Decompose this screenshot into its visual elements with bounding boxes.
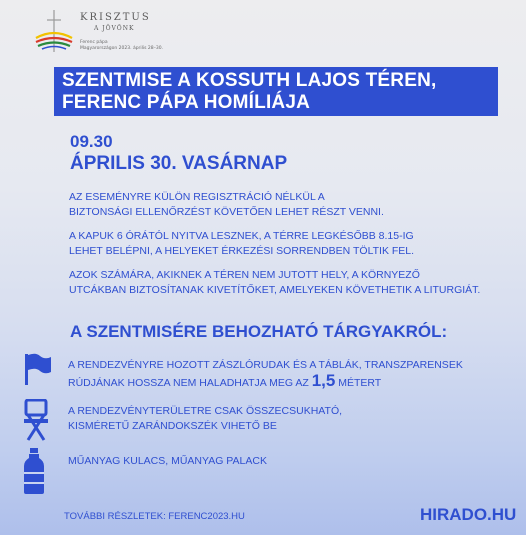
gates-info [69, 229, 414, 259]
hirado-brand: HIRADO.HU [420, 505, 517, 524]
flag-rule-text-pre: RÚDJÁNAK HOSSZA NEM HALADHATJA MEG AZ [68, 377, 312, 389]
registration-line1: AZ ESEMÉNYRE KÜLÖN REGISZTRÁCIÓ NÉLKÜL A [69, 191, 325, 203]
flag-max-length: 1,5 [311, 371, 336, 390]
folding-chair-icon [22, 399, 50, 441]
section-title: A SZENTMISÉRE BEHOZHATÓ TÁRGYAKRÓL: [70, 322, 448, 341]
registration-info [69, 190, 384, 220]
bottle-icon [22, 448, 46, 494]
flag-rule-text-post: MÉTERT [335, 377, 382, 389]
registration-line2: BIZTONSÁGI ELLENŐRZÉST KÖVETŐEN LEHET RÉSZT VENNI. [69, 206, 384, 218]
logo-cross-icon [32, 8, 76, 54]
bottle-rule-line1: MŰANYAG KULACS, MŰANYAG PALACK [68, 455, 267, 467]
more-info-link[interactable]: TOVÁBBI RÉSZLETEK: FERENC2023.HU [64, 511, 245, 522]
gates-line2: LEHET BELÉPNI, A HELYEKET ÉRKEZÉSI SORRENDBEN TÖLTIK FEL. [69, 245, 415, 257]
chair-rule-line1: A RENDEZVÉNYTERÜLETRE CSAK ÖSSZECSUKHATÓ, [68, 405, 343, 417]
logo-subtitle: A JÖVŐNK [94, 25, 135, 32]
logo-meta-line2: Magyarországon 2023. április 28–30. [80, 46, 164, 51]
flag-rule-line1: A RENDEZVÉNYRE HOZOTT ZÁSZLÓRUDAK ÉS A TÁBLÁK, TRANSZPARENSEK [68, 359, 463, 371]
chair-rule [68, 404, 342, 434]
bottle-rule [68, 454, 267, 469]
title-banner [54, 67, 498, 116]
screens-line2: UTCÁKBAN BIZTOSÍTANAK KIVETÍTŐKET, AMELYEKEN KÖVETHETIK A LITURGIÁT. [69, 284, 481, 296]
banner-title-line2: FERENC PÁPA HOMÍLIÁJA [62, 92, 311, 113]
logo-meta-line1: Ferenc pápa [80, 40, 108, 45]
logo-title: KRISZTUS [80, 12, 151, 23]
screens-info [69, 268, 480, 298]
flag-icon [22, 352, 52, 386]
banner-title-line1: SZENTMISE A KOSSUTH LAJOS TÉREN, [62, 70, 437, 91]
screens-line1: AZOK SZÁMÁRA, AKIKNEK A TÉREN NEM JUTOTT HELY, A KÖRNYEZŐ [69, 269, 420, 281]
event-logo [32, 8, 192, 58]
chair-rule-line2: KISMÉRETŰ ZARÁNDOKSZÉK VIHETŐ BE [68, 420, 277, 432]
event-time: 09.30 [70, 132, 113, 151]
gates-line1: A KAPUK 6 ÓRÁTÓL NYITVA LESZNEK, A TÉRRE LEGKÉSŐBB 8.15-IG [69, 230, 414, 242]
event-date: ÁPRILIS 30. VASÁRNAP [70, 153, 288, 174]
flag-rule [68, 358, 463, 391]
flag-rule-line2 [68, 373, 463, 391]
